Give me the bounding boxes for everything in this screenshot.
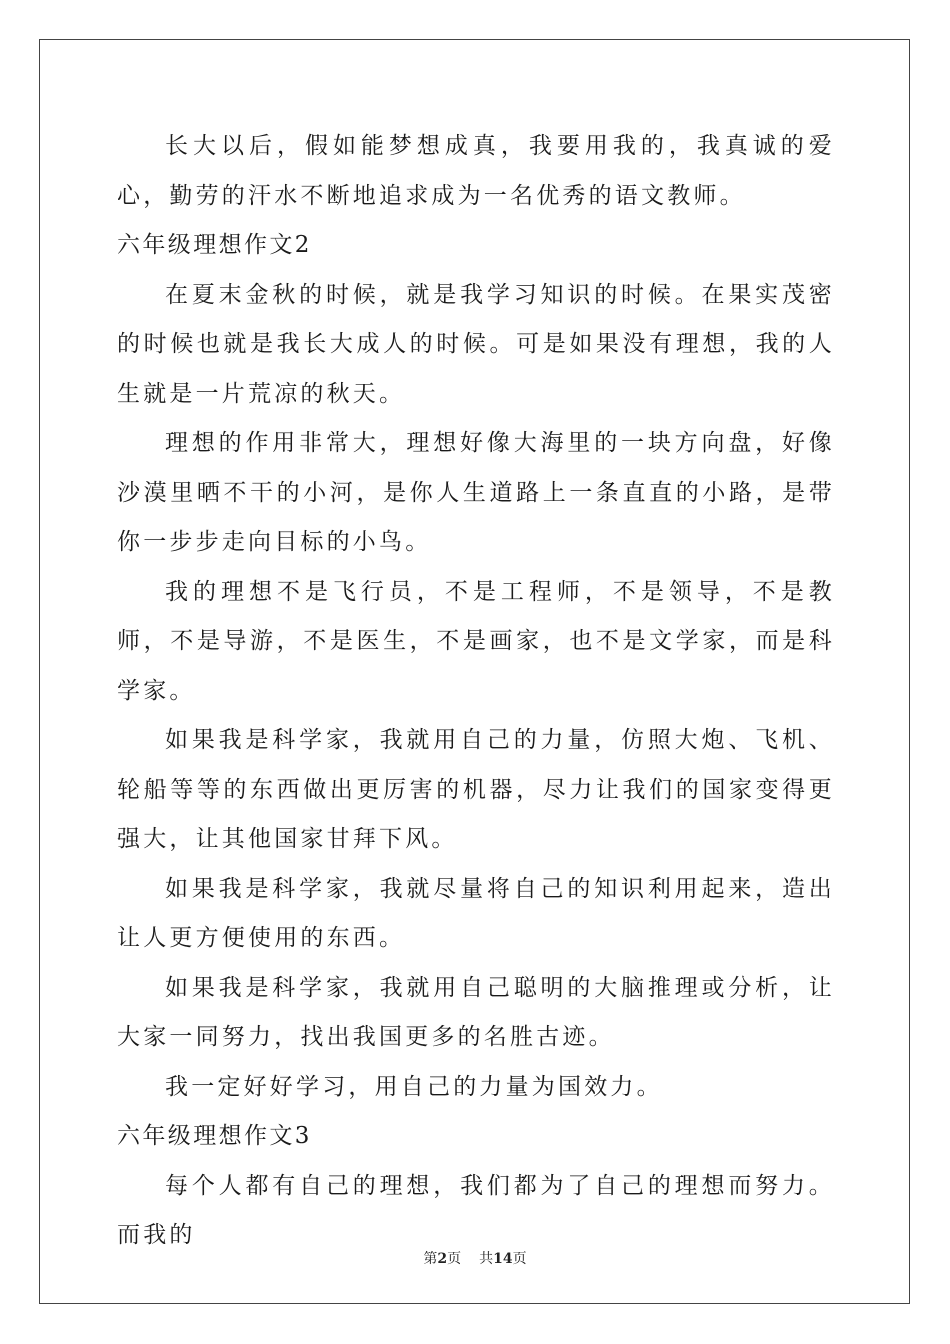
paragraph: 如果我是科学家，我就用自己聪明的大脑推理或分析，让大家一同努力，找出我国更多的名胜古迹。: [117, 974, 835, 1050]
page-suffix: 页: [447, 1251, 462, 1267]
paragraph: 如果我是科学家，我就用自己的力量，仿照大炮、飞机、轮船等等的东西做出更厉害的机器，尽力让我们的国家变得更强大，让其他国家甘拜下风。: [117, 727, 835, 852]
document-body: [117, 122, 835, 1261]
paragraph: 理想的作用非常大，理想好像大海里的一块方向盘，好像沙漠里晒不干的小河，是你人生道路上一条直直的小路，是带你一步步走向目标的小鸟。: [117, 430, 835, 555]
total-suffix: 页: [512, 1251, 527, 1267]
paragraph: 我一定好好学习，用自己的力量为国效力。: [165, 1073, 663, 1100]
paragraph: 如果我是科学家，我就尽量将自己的知识利用起来，造出让人更方便使用的东西。: [117, 875, 835, 951]
page-prefix: 第: [423, 1251, 438, 1267]
paragraph: 长大以后，假如能梦想成真，我要用我的，我真诚的爱心，勤劳的汗水不断地追求成为一名优秀的语文教师。: [117, 133, 835, 209]
total-pages: 14: [493, 1251, 513, 1267]
section-heading: 六年级理想作文2: [117, 232, 312, 258]
paragraph: 我的理想不是飞行员，不是工程师，不是领导，不是教师，不是导游，不是医生，不是画家，也不是文学家，而是科学家。: [117, 578, 835, 704]
page-footer: [0, 1248, 950, 1268]
paragraph: 每个人都有自己的理想，我们都为了自己的理想而努力。而我的: [117, 1172, 835, 1248]
page-number: 2: [437, 1251, 448, 1267]
section-heading: 六年级理想作文3: [117, 1123, 312, 1149]
paragraph: 在夏末金秋的时候，就是我学习知识的时候。在果实茂密的时候也就是我长大成人的时候。可是如果没有理想，我的人生就是一片荒凉的秋天。: [117, 281, 835, 407]
total-prefix: 共: [479, 1251, 494, 1267]
